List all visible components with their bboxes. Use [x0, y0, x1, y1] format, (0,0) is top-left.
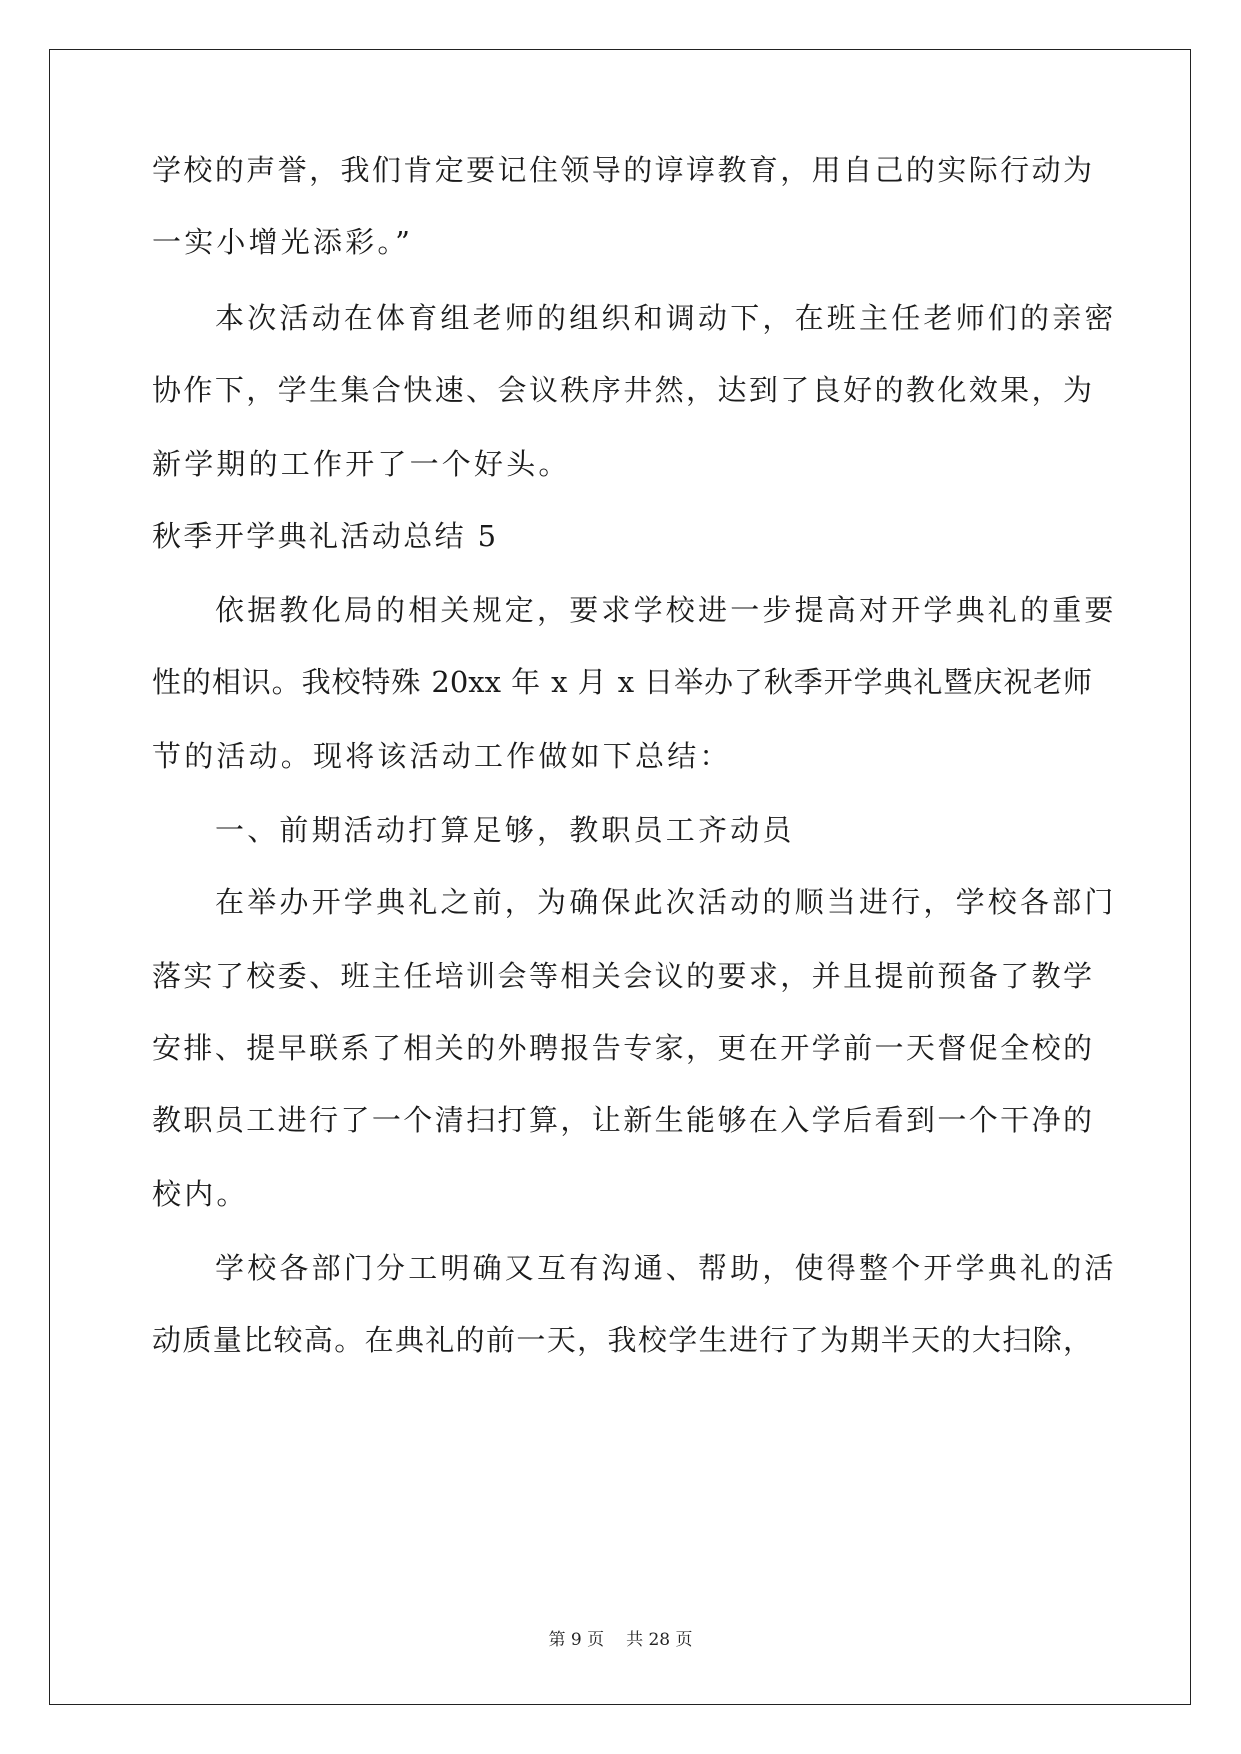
page-number: 第 9 页 — [548, 1630, 605, 1650]
section-heading: 秋季开学典礼活动总结 5 — [152, 519, 499, 553]
body-line: 学校的声誉，我们肯定要记住领导的谆谆教育，用自己的实际行动为 — [152, 153, 1092, 187]
page-footer — [0, 1629, 1241, 1651]
body-line: 新学期的工作开了一个好头。 — [152, 447, 571, 481]
body-line: 落实了校委、班主任培训会等相关会议的要求，并且提前预备了教学 — [152, 959, 1092, 993]
body-line: 性的相识。我校特殊 20xx 年 x 月 x 日举办了秋季开学典礼暨庆祝老师 — [152, 665, 1092, 699]
body-line: 节的活动。现将该活动工作做如下总结： — [152, 739, 732, 773]
body-line: 动质量比较高。在典礼的前一天，我校学生进行了为期半天的大扫除， — [152, 1323, 1092, 1357]
body-line: 一实小增光添彩。” — [152, 225, 414, 259]
subheading: 一、前期活动打算足够，教职员工齐动员 — [215, 813, 795, 847]
body-line: 协作下，学生集合快速、会议秩序井然，达到了良好的教化效果，为 — [152, 373, 1092, 407]
body-line: 在举办开学典礼之前，为确保此次活动的顺当进行，学校各部门 — [215, 885, 1117, 919]
body-line: 校内。 — [152, 1177, 249, 1211]
body-line: 依据教化局的相关规定，要求学校进一步提高对开学典礼的重要 — [215, 593, 1117, 627]
body-line: 学校各部门分工明确又互有沟通、帮助，使得整个开学典礼的活 — [215, 1251, 1117, 1285]
body-line: 教职员工进行了一个清扫打算，让新生能够在入学后看到一个干净的 — [152, 1103, 1092, 1137]
page-total: 共 28 页 — [626, 1630, 693, 1650]
body-line: 安排、提早联系了相关的外聘报告专家，更在开学前一天督促全校的 — [152, 1031, 1092, 1065]
body-line: 本次活动在体育组老师的组织和调动下，在班主任老师们的亲密 — [215, 301, 1117, 335]
